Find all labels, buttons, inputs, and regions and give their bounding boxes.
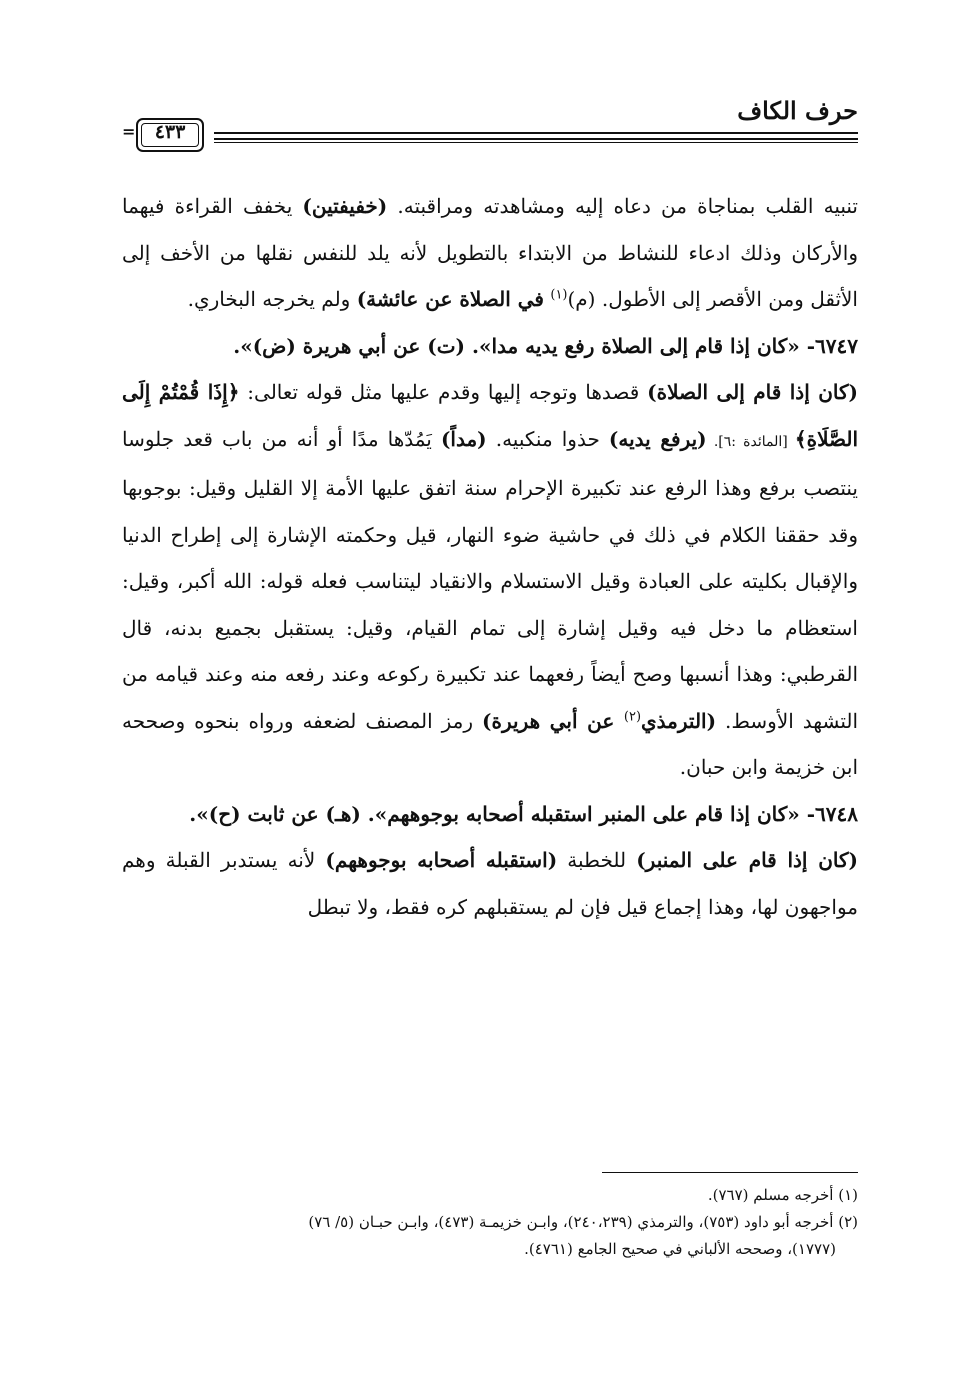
text-run: يَمُدّها مدًا أو أنه من باب قعد جلوسا ينتصب برفع وهذا الرفع عند تكبيرة الإحرام سنة اتفق عليها الأمة إلا القليل وقيل: بوجوبها وقد حققنا الكلام في ذلك في حاشية ضوء النهار، قيل وحكمته الإشارة إلى إطراح الدنيا والإقبال بكليته على العبادة وقيل الاستسلام والانقياد ليتناسب فعله قوله: الله أكبر، وقيل: استعظام ما دخل فيه وقيل إشارة إلى تمام القيام، وقيل: يستقبل بجميع بدنه، قال القرطبي: وهذا أنسبها وصح أيضاً رفعهما عند تكبيرة ركوعه وعند رفعه منه وعند قيامه من التشهد الأوسط. [122,426,859,733]
footnote-1: (١) أخرجه مسلم (٧٦٧). [707,1186,858,1204]
page-number: ٤٣٣ [154,121,186,143]
main-text [122,183,858,930]
verse-reference: [المائدة :٦]. [706,433,795,450]
text-run: ولم يخرجه البخاري. [187,287,357,311]
hadith-6748 [122,791,858,838]
bold-term: (استقبله أصحابه بوجوههم) [325,848,558,872]
text-run: لأنه يستدبر القبلة وهم مواجهون لها، وهذا إجماع قيل فإن لم يستقبلهم كره فقط، ولا تبطل [122,848,858,919]
running-header-title: حرف الكاف [737,96,858,125]
hadith-text: ٦٧٤٨- «كان إذا قام على المنبر استقبله أصحابه بوجوههم». (هـ) عن ثابت (ح)». [189,801,858,826]
text-run: قصدها وتوجه إليها وقدم عليها مثل قوله تعالى: [239,380,648,404]
header-rule [122,121,858,143]
header-rule-line [214,132,858,134]
bold-term: (مداً) [440,426,487,451]
bold-term: (خفيفتين) [302,194,388,218]
page-number-frame [122,118,208,154]
footnote-ref: (٢) [623,708,642,724]
footnote-2: (٢) أخرجه أبو داود (٧٥٣)، والترمذي (٢٤٠،٢٣٩)، وابـن خزيمـة (٤٧٣)، وابـن حبـان (٥/ ٧٦) [308,1213,858,1231]
bold-term: عن أبي هريرة) [482,708,624,733]
frame-ornament: = [122,122,136,141]
bold-term: (كان إذا قام إلى الصلاة) [647,380,858,404]
paragraph-commentary-3 [122,837,858,930]
footnotes [122,1182,858,1263]
quran-verse: ﴿إِذَا قُمْتُمْ إِلَى الصَّلَاةِ﴾ [122,380,858,451]
bold-term: في الصلاة عن عائشة) [356,287,544,311]
text-run: تنبيه القلب بمناجاة من دعاه إليه ومشاهدته ومراقبته. [387,194,858,218]
text-run: حذوا منكبيه. [486,426,609,451]
footnote-ref: (١) [550,287,568,303]
hadith-text: ٦٧٤٧- «كان إذا قام إلى الصلاة رفع يديه مدا». (ت) عن أبي هريرة (ض)». [233,333,858,358]
bold-term: (يرفع يديه) [608,426,707,451]
text-run: يخفف القراءة فيهما والأركان وذلك ادعاء للنشاط من الابتداء بالتطويل لأنه يلد للنفس نقلها من الأخف إلى الأثقل ومن الأقصر إلى الأطول. (م) [122,194,858,311]
footnote-2-continued: (١٧٧٧)، وصححه الألباني في صحيح الجامع (٤٧٦١). [524,1240,836,1258]
bold-term: (الترمذي [641,708,717,733]
paragraph-commentary-2 [122,369,858,791]
text-run: رمز المصنف لضعفه ورواه بنحوه وصححه ابن خزيمة وابن حبان. [122,708,858,779]
bold-term: (كان إذا قام على المنبر) [636,848,858,872]
text-run: للخطبة [557,848,637,872]
header-rule-line [214,138,858,140]
footnote-separator [602,1172,858,1173]
paragraph-commentary-1 [122,183,858,323]
hadith-6747 [122,323,858,370]
header-rule-line [214,142,858,143]
